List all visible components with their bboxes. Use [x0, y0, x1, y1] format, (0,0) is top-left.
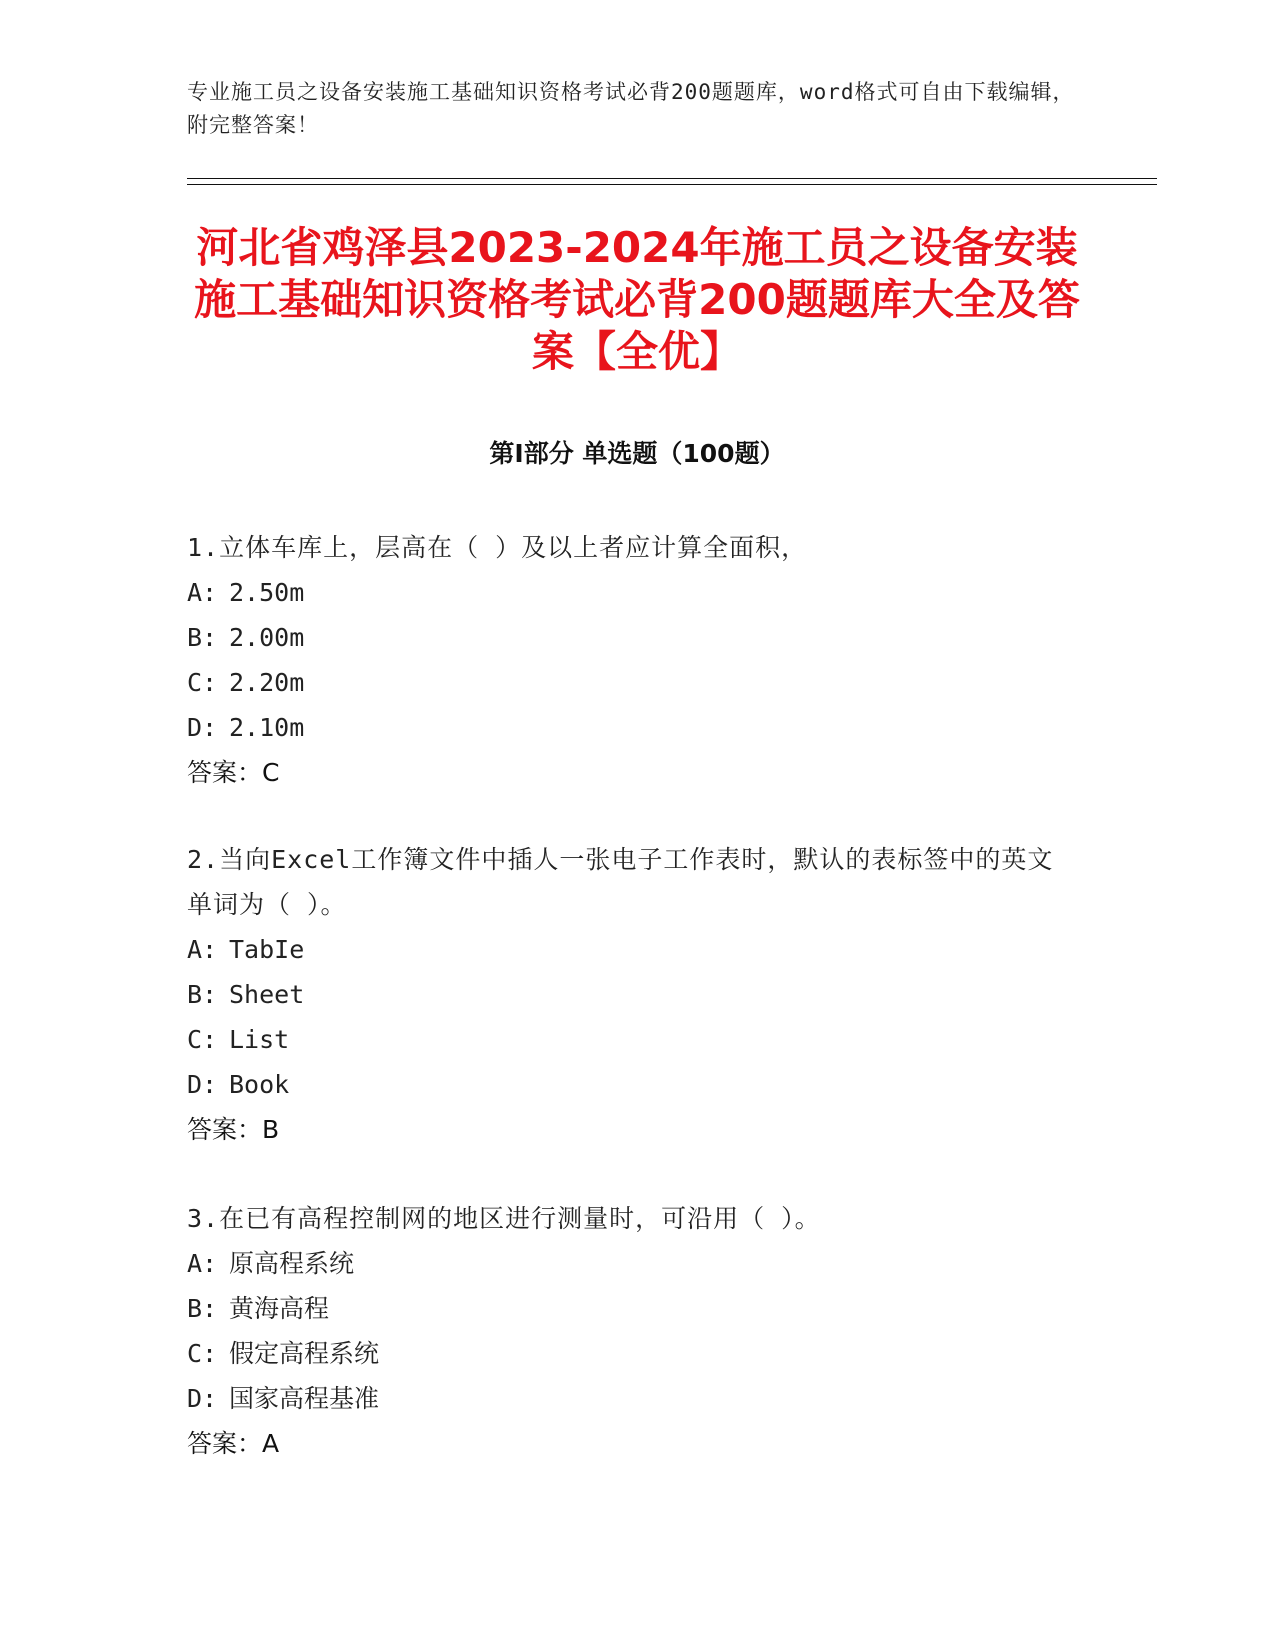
option-d: [187, 705, 1067, 750]
option-key: A:: [187, 578, 218, 607]
answer-line: 答案：A: [187, 1429, 280, 1458]
option-c: [187, 660, 1067, 705]
option-text: 国家高程基准: [229, 1384, 380, 1413]
document-title: 河北省鸡泽县2023-2024年施工员之设备安装施工基础知识资格考试必背200题题库大全及答案【全优】: [194, 223, 1080, 376]
header-divider-bottom: [187, 184, 1157, 185]
option-key: B:: [187, 623, 218, 652]
question-stem: 3.在已有高程控制网的地区进行测量时，可沿用（ ）。: [187, 1204, 821, 1233]
option-text: 2.10m: [229, 713, 305, 742]
option-key: A:: [187, 1249, 218, 1278]
option-text: Sheet: [229, 980, 305, 1009]
option-a: [187, 1241, 1067, 1286]
question-stem: 1.立体车库上，层高在（ ）及以上者应计算全面积，: [187, 533, 808, 562]
option-key: A:: [187, 935, 218, 964]
option-c: [187, 1331, 1067, 1376]
option-text: 黄海高程: [229, 1294, 330, 1323]
option-key: D:: [187, 713, 218, 742]
option-text: List: [229, 1025, 290, 1054]
option-text: 2.00m: [229, 623, 305, 652]
option-a: [187, 927, 1067, 972]
option-b: [187, 972, 1067, 1017]
question-block: [187, 1196, 1067, 1466]
answer-line: 答案：B: [187, 1115, 280, 1144]
option-key: D:: [187, 1070, 218, 1099]
question-stem: 2.当向Excel工作簿文件中插人一张电子工作表时，默认的表标签中的英文单词为（ ）。: [187, 845, 1054, 919]
option-text: 原高程系统: [229, 1249, 355, 1278]
option-a: [187, 570, 1067, 615]
option-b: [187, 1286, 1067, 1331]
question-block: [187, 525, 1067, 795]
option-d: [187, 1376, 1067, 1421]
option-key: C:: [187, 1339, 218, 1368]
question-block: [187, 837, 1067, 1152]
answer-line: 答案：C: [187, 758, 280, 787]
option-key: B:: [187, 1294, 218, 1323]
option-key: C:: [187, 1025, 218, 1054]
option-text: 2.20m: [229, 668, 305, 697]
option-key: C:: [187, 668, 218, 697]
option-d: [187, 1062, 1067, 1107]
option-text: TabIe: [229, 935, 305, 964]
option-key: D:: [187, 1384, 218, 1413]
option-text: 假定高程系统: [229, 1339, 380, 1368]
section-heading: 第Ⅰ部分 单选题（100题）: [489, 439, 785, 468]
option-text: 2.50m: [229, 578, 305, 607]
option-key: B:: [187, 980, 218, 1009]
option-text: Book: [229, 1070, 290, 1099]
header-note: 专业施工员之设备安装施工基础知识资格考试必背200题题库，word格式可自由下载编辑，附完整答案！: [187, 80, 1075, 137]
option-c: [187, 1017, 1067, 1062]
header-divider-top: [187, 178, 1157, 179]
option-b: [187, 615, 1067, 660]
